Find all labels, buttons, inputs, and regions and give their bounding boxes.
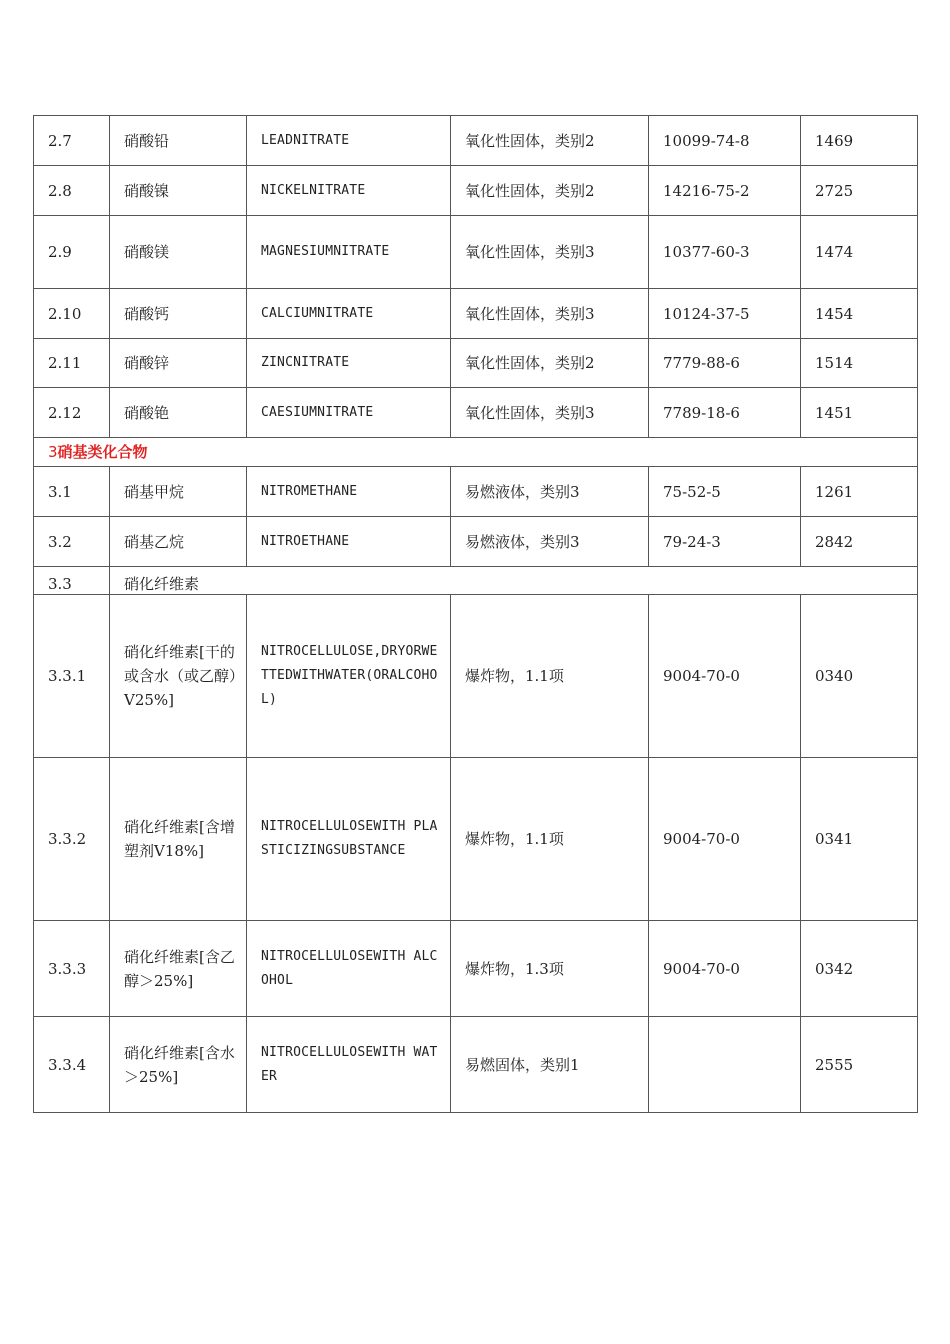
row-number: 3.1 <box>34 467 110 517</box>
row-number: 2.12 <box>34 388 110 438</box>
english-name: LEADNITRATE <box>247 116 451 166</box>
chemical-name: 硝酸钙 <box>110 289 247 339</box>
section-number: 3 <box>48 443 58 461</box>
english-name: NITROCELLULOSEWITH PLASTICIZINGSUBSTANCE <box>247 758 451 921</box>
chemical-name: 硝化纤维素[含增塑剂V18%] <box>110 758 247 921</box>
hazard-class: 爆炸物，1.1项 <box>451 758 649 921</box>
english-name: CAESIUMNITRATE <box>247 388 451 438</box>
english-name: NITROCELLULOSE,DRYORWETTEDWITHWATER(ORALCOHOL) <box>247 595 451 758</box>
hazard-class: 易燃液体，类别3 <box>451 467 649 517</box>
un-number: 0340 <box>801 595 918 758</box>
cas-number: 9004-70-0 <box>649 921 801 1017</box>
chemical-name: 硝化纤维素[含乙醇＞25%] <box>110 921 247 1017</box>
row-number: 3.3.1 <box>34 595 110 758</box>
table-row <box>34 339 918 388</box>
table-row <box>34 388 918 438</box>
table-row <box>34 467 918 517</box>
table-row <box>34 216 918 289</box>
chemical-name: 硝酸镍 <box>110 166 247 216</box>
cas-number <box>649 1017 801 1113</box>
row-number: 3.3.2 <box>34 758 110 921</box>
row-number: 2.10 <box>34 289 110 339</box>
subheading-name: 硝化纤维素 <box>110 567 918 595</box>
un-number: 1261 <box>801 467 918 517</box>
cas-number: 7779-88-6 <box>649 339 801 388</box>
cas-number: 9004-70-0 <box>649 595 801 758</box>
un-number: 2555 <box>801 1017 918 1113</box>
hazard-class: 氧化性固体，类别2 <box>451 339 649 388</box>
english-name: ZINCNITRATE <box>247 339 451 388</box>
hazard-class: 氧化性固体，类别3 <box>451 216 649 289</box>
hazard-class: 易燃固体，类别1 <box>451 1017 649 1113</box>
cas-number: 10377-60-3 <box>649 216 801 289</box>
row-number: 3.3.4 <box>34 1017 110 1113</box>
row-number: 3.3.3 <box>34 921 110 1017</box>
un-number: 2842 <box>801 517 918 567</box>
english-name: NITROETHANE <box>247 517 451 567</box>
row-number: 2.7 <box>34 116 110 166</box>
section-heading-row <box>34 438 918 467</box>
row-number: 3.2 <box>34 517 110 567</box>
english-name: NITROMETHANE <box>247 467 451 517</box>
section-heading <box>34 438 918 467</box>
english-name: MAGNESIUMNITRATE <box>247 216 451 289</box>
section-title: 硝基类化合物 <box>57 443 148 461</box>
chemical-name: 硝化纤维素[含水＞25%] <box>110 1017 247 1113</box>
chemical-name: 硝化纤维素[干的或含水（或乙醇）V25%] <box>110 595 247 758</box>
english-name: NITROCELLULOSEWITH ALCOHOL <box>247 921 451 1017</box>
row-number: 2.11 <box>34 339 110 388</box>
table-row <box>34 758 918 921</box>
cas-number: 9004-70-0 <box>649 758 801 921</box>
cas-number: 79-24-3 <box>649 517 801 567</box>
hazard-class: 爆炸物，1.1项 <box>451 595 649 758</box>
chemical-name: 硝基甲烷 <box>110 467 247 517</box>
hazard-class: 爆炸物，1.3项 <box>451 921 649 1017</box>
table-row <box>34 517 918 567</box>
table-row <box>34 116 918 166</box>
un-number: 1514 <box>801 339 918 388</box>
table-row <box>34 166 918 216</box>
table-row <box>34 595 918 758</box>
un-number: 2725 <box>801 166 918 216</box>
un-number: 0341 <box>801 758 918 921</box>
hazard-class: 易燃液体，类别3 <box>451 517 649 567</box>
chemical-table <box>33 115 918 1113</box>
row-number: 2.9 <box>34 216 110 289</box>
chemical-name: 硝酸镁 <box>110 216 247 289</box>
english-name: CALCIUMNITRATE <box>247 289 451 339</box>
row-number: 2.8 <box>34 166 110 216</box>
cas-number: 14216-75-2 <box>649 166 801 216</box>
row-number: 3.3 <box>34 567 110 595</box>
hazard-class: 氧化性固体，类别2 <box>451 166 649 216</box>
un-number: 1451 <box>801 388 918 438</box>
cas-number: 10124-37-5 <box>649 289 801 339</box>
cas-number: 10099-74-8 <box>649 116 801 166</box>
hazard-class: 氧化性固体，类别3 <box>451 388 649 438</box>
un-number: 1474 <box>801 216 918 289</box>
hazard-class: 氧化性固体，类别3 <box>451 289 649 339</box>
chemical-name: 硝基乙烷 <box>110 517 247 567</box>
table-row <box>34 289 918 339</box>
chemical-name: 硝酸锌 <box>110 339 247 388</box>
un-number: 1469 <box>801 116 918 166</box>
chemical-name: 硝酸铯 <box>110 388 247 438</box>
un-number: 0342 <box>801 921 918 1017</box>
chemical-name: 硝酸铅 <box>110 116 247 166</box>
table-row <box>34 921 918 1017</box>
english-name: NITROCELLULOSEWITH WATER <box>247 1017 451 1113</box>
hazard-class: 氧化性固体，类别2 <box>451 116 649 166</box>
cas-number: 7789-18-6 <box>649 388 801 438</box>
table-row <box>34 1017 918 1113</box>
cas-number: 75-52-5 <box>649 467 801 517</box>
subheading-row <box>34 567 918 595</box>
un-number: 1454 <box>801 289 918 339</box>
english-name: NICKELNITRATE <box>247 166 451 216</box>
